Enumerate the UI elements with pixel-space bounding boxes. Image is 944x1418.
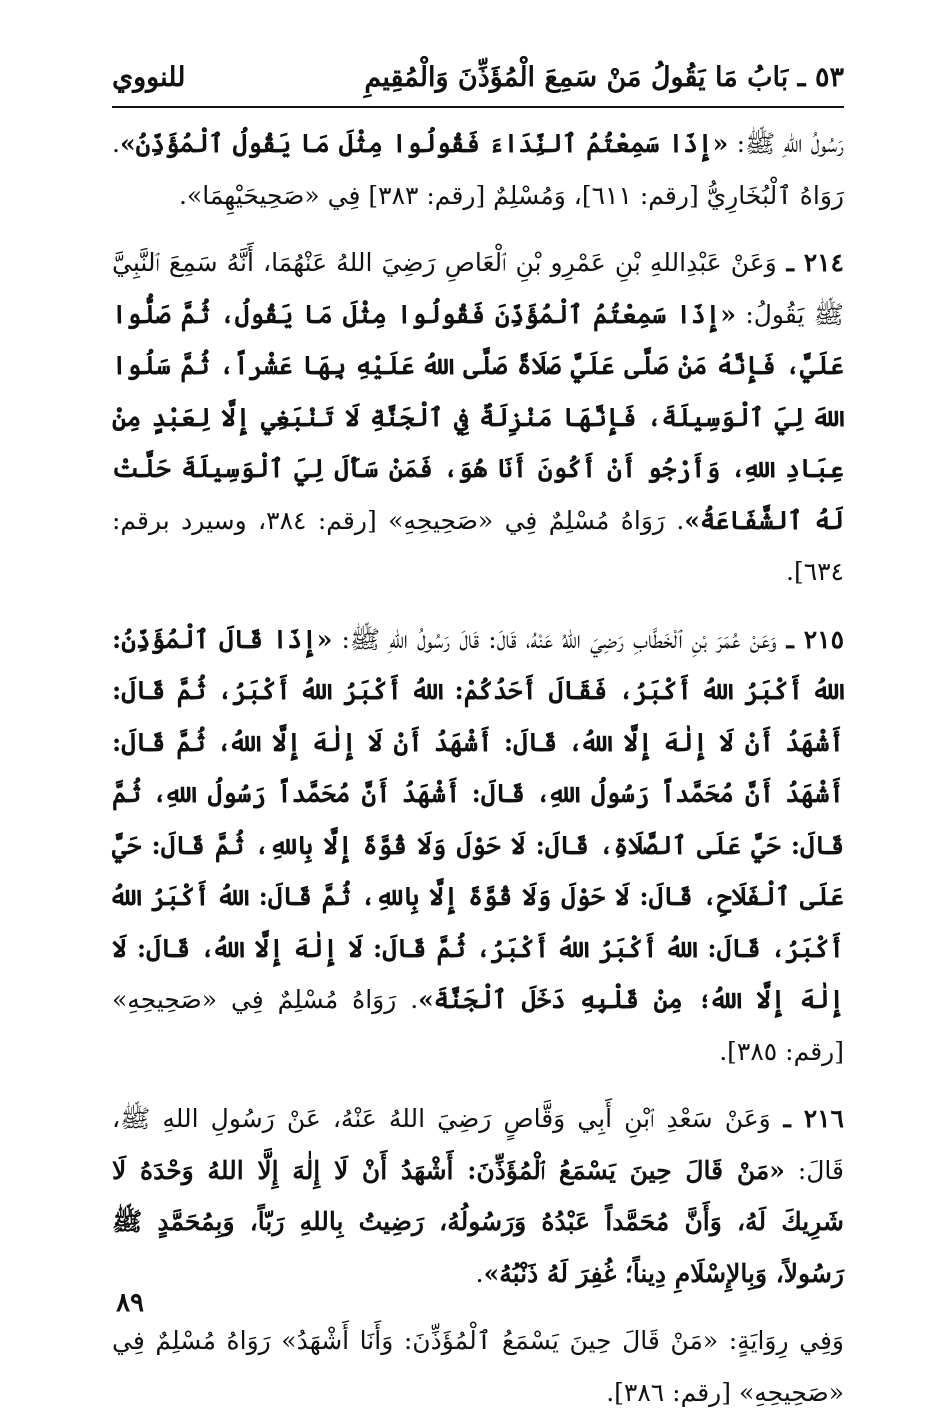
hadith-number: ٢١٦ ـ xyxy=(770,1104,844,1133)
paragraph-continuation xyxy=(112,118,844,221)
hadith-216 xyxy=(112,1093,844,1299)
hadith-text: «إِذَا سَمِعْتُمُ ٱلْمُؤَذِّنَ فَقُولُوا مِثْلَ مَا يَقُولُ، ثُمَّ صَلُّوا عَلَيَّ، فَإِنَّهُ مَنْ صَلَّى عَلَيَّ صَلَاةً صَلَّى اللهُ عَلَيْهِ بِهَا عَشْراً، ثُمَّ سَلُوا اللهَ لِيَ ٱلْوَسِيلَةَ، فَإِنَّهَا مَنْزِلَةٌ فِي ٱلْجَنَّةِ لَا تَنْبَغِي إِلَّا لِعَبْدٍ مِنْ عِبَادِ اللهِ، وَأَرْجُو أَنْ أَكُونَ أَنَا هُوَ، فَمَنْ سَأَلَ لِيَ ٱلْوَسِيلَةَ حَلَّتْ لَهُ ٱلشَّفَاعَةُ» xyxy=(112,299,844,535)
text-segment: وَعَنْ عُمَرَ بْنِ ٱلْخَطَّابِ رَضِيَ اللهُ عَنْهُ، قَالَ: قَالَ رَسُولُ اللهِ ﷺ: xyxy=(332,624,777,654)
text-segment: . xyxy=(475,1258,484,1288)
chapter-title: ٥٣ ـ بَابُ مَا يَقُولُ مَنْ سَمِعَ الْمُؤَذِّنَ وَالْمُقِيمِ xyxy=(364,61,844,93)
hadith-214 xyxy=(112,237,844,598)
text-segment: وَفِي رِوَايَةٍ: «مَنْ قَالَ حِينَ يَسْمَعُ ٱلْمُؤَذِّنَ: وَأَنَا أَشْهَدُ» رَوَاهُ مُسْلِمٌ فِي «صَحِيحِهِ» [رقم: ٣٨٦]. xyxy=(112,1326,844,1407)
text-segment: . رَوَاهُ ٱلْبُخَارِيُّ [رقم: ٦١١]، وَمُسْلِمٌ [رقم: ٣٨٣] فِي «صَحِيحَيْهِمَا». xyxy=(112,129,844,210)
text-segment: . رَوَاهُ مُسْلِمٌ فِي «صَحِيحِهِ» [رقم: ٣٨٥]. xyxy=(112,985,844,1066)
page-number: ٨٩ xyxy=(116,1288,144,1318)
hadith-215 xyxy=(112,614,844,1078)
page-body xyxy=(112,118,844,1418)
hadith-number: ٢١٤ ـ xyxy=(776,248,844,277)
author-name: للنووي xyxy=(112,61,186,93)
hadith-text: «إِذَا سَمِعْتُمُ ٱلنِّدَاءَ فَقُولُوا مِثْلَ مَا يَقُولُ ٱلْمُؤَذِّنُ» xyxy=(119,129,729,158)
text-segment: وَعَنْ سَعْدِ ٱبْنِ أَبِي وَقَّاصٍ رَضِيَ اللهُ عَنْهُ، عَنْ رَسُولِ اللهِ ﷺ، قَالَ: xyxy=(112,1104,844,1185)
text-segment: رَسُولُ اللهِ ﷺ: xyxy=(728,129,845,158)
hadith-number: ٢١٥ ـ xyxy=(776,624,845,654)
riwaya-note xyxy=(112,1315,844,1418)
running-header xyxy=(112,48,844,108)
hadith-text: «مَنْ قَالَ حِينَ يَسْمَعُ ٱلْمُؤَذِّنَ: أَشْهَدُ أَنْ لَا إِلٰهَ إِلَّا اللهُ وَحْدَهُ لَا شَرِيكَ لَهُ، وَأَنَّ مُحَمَّداً عَبْدُهُ وَرَسُولُهُ، رَضِيتُ بِاللهِ رَبّاً، وَبِمُحَمَّدٍ ﷺ رَسُولاً، وَبِالإِسْلَامِ دِيناً؛ غُفِرَ لَهُ ذَنْبُهُ» xyxy=(112,1155,844,1288)
text-segment: . رَوَاهُ مُسْلِمٌ فِي «صَحِيحِهِ» [رقم: ٣٨٤، وسيرد برقم: ٦٣٤]. xyxy=(112,505,844,586)
text-segment: وَعَنْ عَبْدِاللهِ بْنِ عَمْرِو بْنِ ٱلْعَاصِ رَضِيَ اللهُ عَنْهُمَا، أَنَّهُ سَمِعَ ٱلنَّبِيَّ ﷺ يَقُولُ: xyxy=(112,248,844,329)
hadith-text: «إِذَا قَالَ ٱلْمُؤَذِّنُ: اللهُ أَكْبَرُ اللهُ أَكْبَرُ، فَقَالَ أَحَدُكُمْ: اللهُ أَكْبَرُ اللهُ أَكْبَرُ، ثُمَّ قَالَ: أَشْهَدُ أَنْ لَا إِلٰهَ إِلَّا اللهُ، قَالَ: أَشْهَدُ أَنْ لَا إِلٰهَ إِلَّا اللهُ، ثُمَّ قَالَ: أَشْهَدُ أَنَّ مُحَمَّداً رَسُولُ اللهِ، قَالَ: أَشْهَدُ أَنَّ مُحَمَّداً رَسُولُ اللهِ، ثُمَّ قَالَ: حَيَّ عَلَى ٱلصَّلَاةِ، قَالَ: لَا حَوْلَ وَلَا قُوَّةَ إِلَّا بِاللهِ، ثُمَّ قَالَ: حَيَّ عَلَى ٱلْفَلَاحِ، قَالَ: لَا حَوْلَ وَلَا قُوَّةَ إِلَّا بِاللهِ، ثُمَّ قَالَ: اللهُ أَكْبَرُ اللهُ أَكْبَرُ، قَالَ: اللهُ أَكْبَرُ اللهُ أَكْبَرُ، ثُمَّ قَالَ: لَا إِلٰهَ إِلَّا اللهُ، قَالَ: لَا إِلٰهَ إِلَّا اللهُ؛ مِنْ قَلْبِهِ دَخَلَ ٱلْجَنَّةَ» xyxy=(112,624,844,1014)
